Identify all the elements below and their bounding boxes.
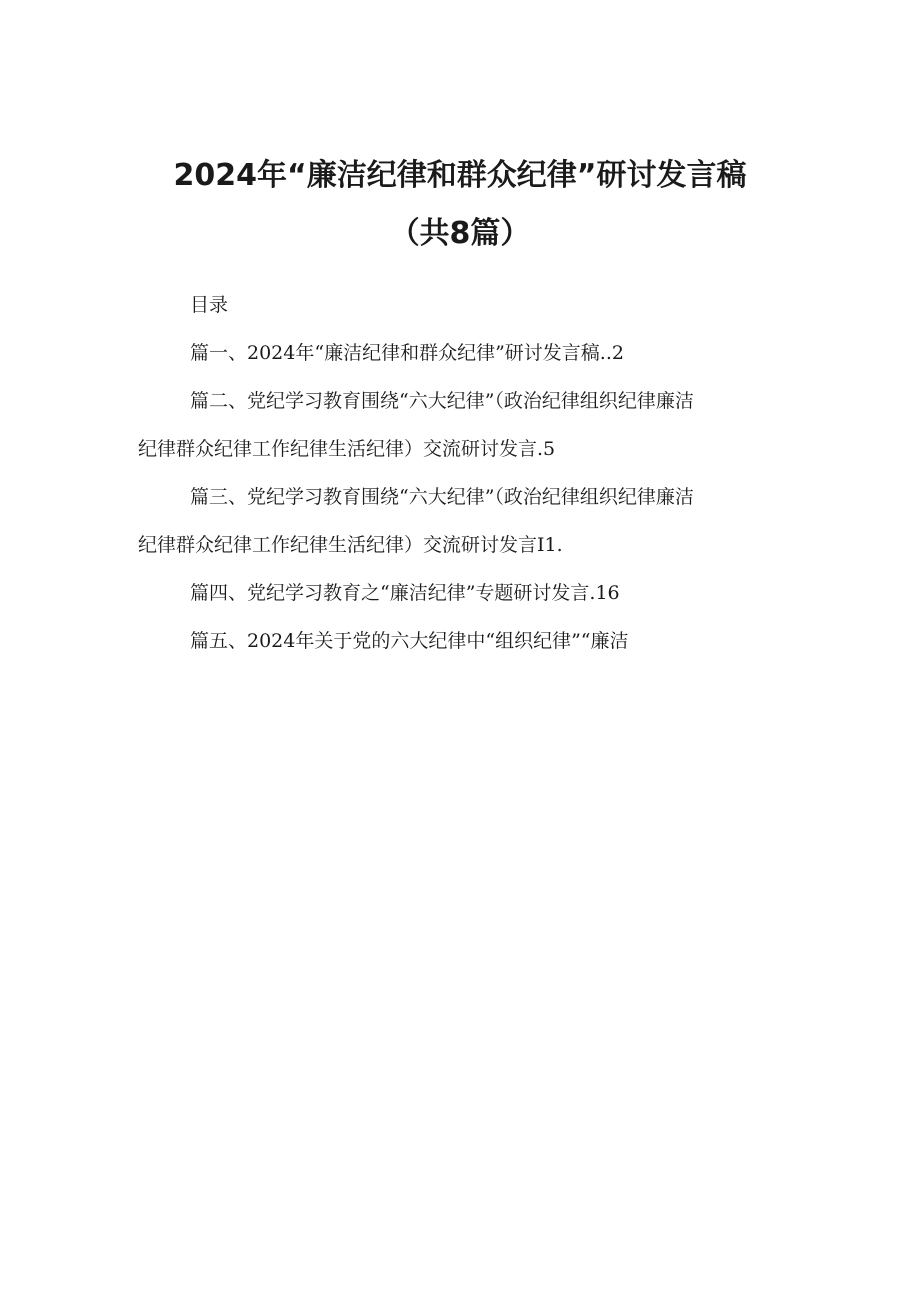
toc-entry-2-continued: 纪律群众纪律工作纪律生活纪律）交流研讨发言.5 (138, 438, 556, 460)
toc-entry-5: 篇五、2024年关于党的六大纪律中“组织纪律”“廉洁 (190, 630, 629, 652)
toc-entry-4: 篇四、党纪学习教育之“廉洁纪律”专题研讨发言.16 (190, 582, 620, 604)
document-title: 2024年“廉洁纪律和群众纪律”研讨发言稿 (173, 158, 747, 193)
toc-entry-2: 篇二、党纪学习教育围绕“六大纪律”（政治纪律组织纪律廉洁 (190, 390, 694, 412)
toc-entry-3-continued: 纪律群众纪律工作纪律生活纪律）交流研讨发言I1. (138, 534, 563, 556)
toc-entry-3: 篇三、党纪学习教育围绕“六大纪律”（政治纪律组织纪律廉洁 (190, 486, 694, 508)
toc-entry-1: 篇一、2024年“廉洁纪律和群众纪律”研讨发言稿..2 (190, 342, 624, 364)
document-subtitle: （共8篇） (389, 216, 531, 251)
toc-heading: 目录 (190, 294, 229, 316)
